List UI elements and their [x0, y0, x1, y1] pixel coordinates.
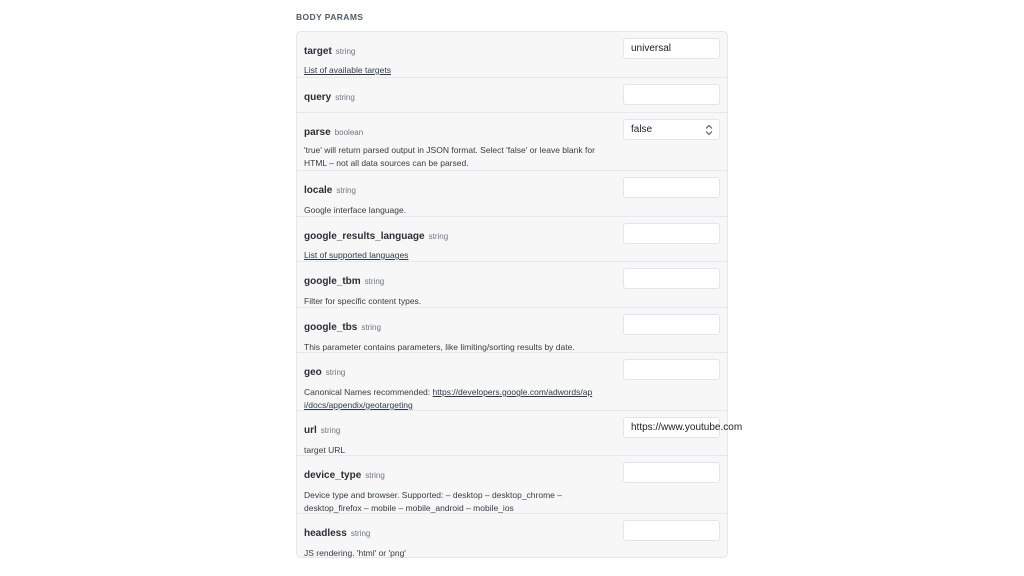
param-desc: This parameter contains parameters, like limiting/sorting results by date.	[304, 342, 575, 352]
param-row-geo	[297, 352, 727, 410]
param-type: string	[325, 368, 346, 377]
param-desc: 'true' will return parsed output in JSON format. Select 'false' or leave blank for HTML – not all data sources can be parsed.	[304, 145, 595, 168]
param-desc: target URL	[304, 445, 346, 455]
geo-desc-text: Canonical Names recommended:	[304, 387, 433, 397]
param-type: string	[335, 47, 356, 56]
geotargeting-link[interactable]: https://developers.google.com/adwords/api/docs/appendix/geotargeting	[304, 387, 593, 410]
locale-input[interactable]	[623, 177, 720, 198]
param-name: geo	[304, 367, 322, 378]
param-row-device-type	[297, 455, 727, 513]
param-row-locale	[297, 170, 727, 216]
param-type: string	[350, 529, 371, 538]
param-desc: Filter for specific content types.	[304, 296, 422, 306]
param-name: google_tbs	[304, 322, 358, 333]
query-input[interactable]	[623, 84, 720, 105]
param-type: string	[336, 186, 356, 195]
param-name: google_results_language	[304, 231, 425, 242]
param-type: string	[365, 471, 385, 480]
param-name: url	[304, 425, 317, 436]
param-name: locale	[304, 185, 333, 196]
param-name: query	[304, 92, 332, 103]
parse-select-value: false	[631, 124, 653, 135]
param-type: string	[335, 93, 355, 102]
param-desc: JS rendering. 'html' or 'png'	[304, 548, 406, 558]
url-input[interactable]: https://www.youtube.com	[623, 417, 720, 438]
param-row-google-results-language	[297, 216, 727, 261]
param-desc: Google interface language.	[304, 205, 407, 215]
param-row-google-tbm	[297, 261, 727, 307]
param-row-target	[297, 32, 727, 77]
param-name: device_type	[304, 470, 362, 481]
params-panel	[296, 31, 743, 558]
chevron-up-down-icon	[705, 124, 713, 136]
param-type: boolean	[334, 128, 364, 137]
param-row-query	[297, 77, 727, 112]
device-type-input[interactable]	[623, 462, 720, 483]
param-desc: Device type and browser. Supported: – desktop – desktop_chrome – desktop_firefox – mobile – mobile_android – mobile_ios	[304, 490, 562, 513]
param-type: string	[320, 426, 341, 435]
param-name: google_tbm	[304, 276, 361, 287]
google-tbs-input[interactable]	[623, 314, 720, 335]
geo-input[interactable]	[623, 359, 720, 380]
param-type: string	[364, 277, 385, 286]
param-row-url	[297, 410, 743, 455]
headless-input[interactable]	[623, 520, 720, 541]
param-type: string	[428, 232, 449, 241]
google-tbm-input[interactable]	[623, 268, 720, 289]
target-input[interactable]: universal	[623, 38, 720, 59]
section-title: BODY PARAMS	[296, 12, 364, 22]
param-name: parse	[304, 127, 331, 138]
param-desc	[304, 386, 594, 412]
param-row-google-tbs	[297, 307, 727, 352]
param-name: headless	[304, 528, 347, 539]
param-row-parse	[297, 112, 727, 170]
google-results-language-input[interactable]	[623, 223, 720, 244]
supported-languages-link[interactable]: List of supported languages	[304, 250, 409, 260]
parse-select[interactable]	[623, 119, 720, 140]
param-type: string	[361, 323, 381, 332]
param-row-headless	[297, 513, 727, 557]
available-targets-link[interactable]: List of available targets	[304, 65, 391, 75]
param-name: target	[304, 46, 332, 57]
